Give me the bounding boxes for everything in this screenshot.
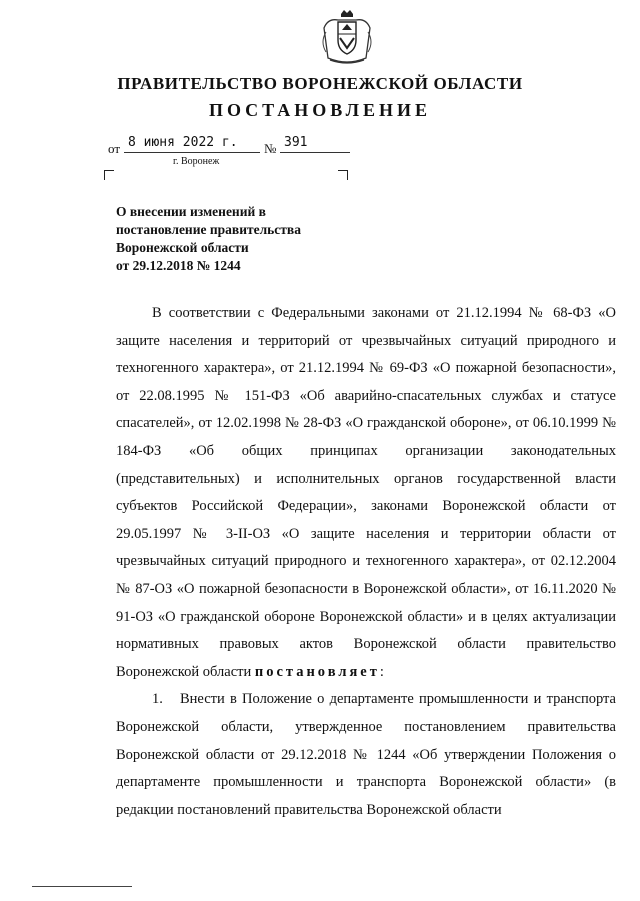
number-underline	[280, 152, 350, 153]
subject-line: постановление правительства	[116, 222, 301, 237]
subject-bracket-right	[338, 170, 348, 180]
document-number: 391	[284, 135, 308, 150]
item-number: 1.	[152, 691, 163, 708]
item-text: Внести в Положение о департаменте промышленности и транспорта Воронежской области, утвержденное постановлением правительства Воронежской области от 29.12.2018 № 1244 «Об утверждении Положения о департаменте промышленности и транспорта Воронежской области» (в редакции постановлений правительства Воронежской области	[116, 691, 616, 818]
date-prefix-label: от	[108, 141, 121, 156]
number-prefix-label: №	[264, 141, 277, 156]
subject-line: Воронежской области	[116, 240, 249, 255]
preamble-text: В соответствии с Федеральными законами от 21.12.1994 № 68-ФЗ «О защите населения и территорий от чрезвычайных ситуаций природного и техногенного характера», от 21.12.1994 № 69-ФЗ «О пожарной безопасности», от 22.08.1995 № 151-ФЗ «Об аварийно-спасательных службах и статусе спасателей», от 12.02.1998 № 28-ФЗ «О гражданской обороне», от 06.10.1999 № 184-ФЗ «Об общих принципах организации законодательных (представительных) и исполнительных органов государственной власти субъектов Российской Федерации», законами Воронежской области от 29.05.1997 № 3-II-ОЗ «О защите населения и территории области от чрезвычайных ситуаций природного и техногенного характера», от 02.12.2004 № 87-ОЗ «О пожарной безопасности в Воронежской области», от 16.11.2020 № 91-ОЗ «О гражданской обороне Воронежской области» и в целях актуализации нормативных правовых актов Воронежской области правительство Воронежской области	[116, 305, 616, 680]
coat-of-arms-emblem	[316, 8, 378, 68]
document-body	[116, 300, 616, 824]
city-label: г. Воронеж	[173, 156, 220, 167]
document-subject	[116, 203, 376, 275]
footer-divider	[32, 886, 132, 887]
date-underline	[124, 152, 260, 153]
resolves-word: постановляет	[254, 663, 380, 680]
preamble-paragraph	[116, 300, 616, 686]
resolves-colon: :	[379, 663, 384, 680]
subject-line: О внесении изменений в	[116, 204, 266, 219]
subject-bracket-left	[104, 170, 114, 180]
document-date: 8 июня 2022 г.	[128, 135, 238, 150]
organization-title: ПРАВИТЕЛЬСТВО ВОРОНЕЖСКОЙ ОБЛАСТИ	[117, 74, 523, 93]
item-paragraph	[116, 686, 616, 824]
document-type-title: ПОСТАНОВЛЕНИЕ	[208, 100, 432, 120]
subject-line: от 29.12.2018 № 1244	[116, 258, 241, 273]
